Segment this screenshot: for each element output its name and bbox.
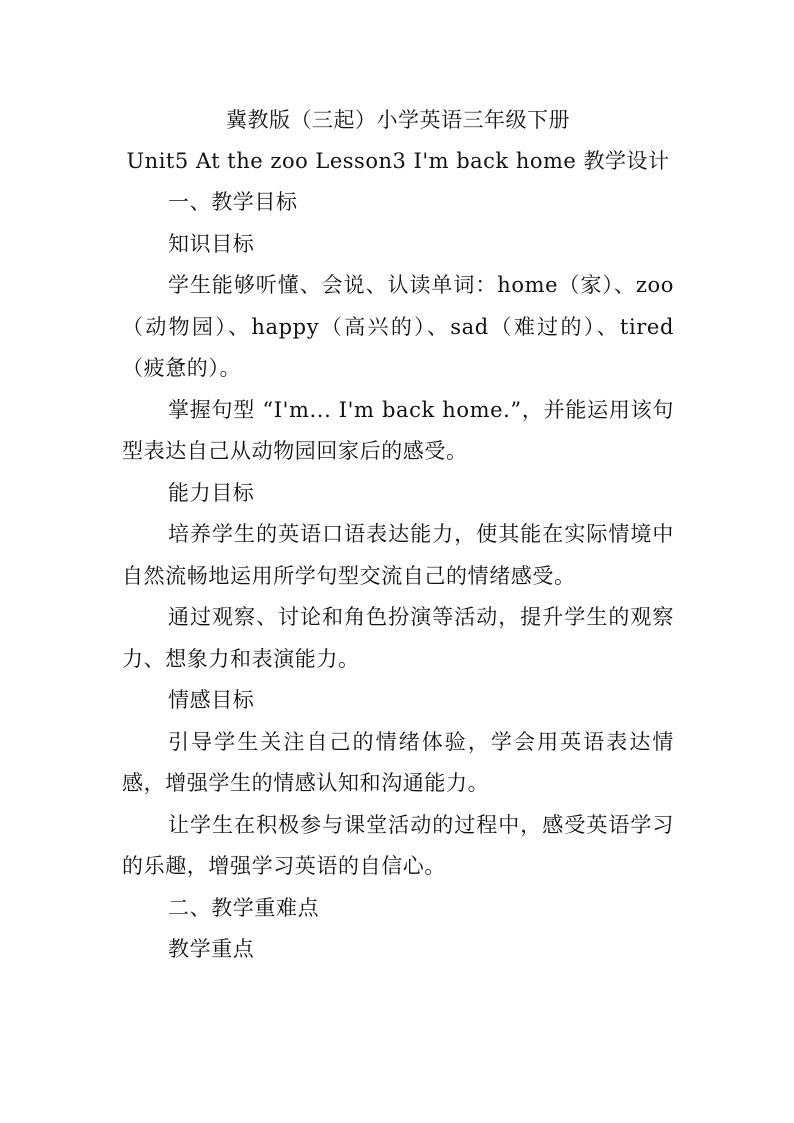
section-heading-key-points: 二、教学重难点 xyxy=(168,895,320,920)
section-heading-objectives: 一、教学目标 xyxy=(168,190,298,214)
document-title xyxy=(122,100,674,182)
paragraph-emotion-awareness: 引导学生关注自己的情绪体验，学会用英语表达情感，增强学生的情感认知和沟通能力。 xyxy=(122,729,674,795)
title-line-2: Unit5 At the zoo Lesson3 I'm back home 教学设计 xyxy=(126,149,670,173)
title-line-1: 冀教版（三起）小学英语三年级下册 xyxy=(226,108,570,132)
subheading-teaching-focus: 教学重点 xyxy=(168,937,255,961)
paragraph-sentence-pattern: 掌握句型 “I'm... I'm back home.”，并能运用该句型表达自己从动物园回家后的感受。 xyxy=(122,397,674,463)
paragraph-vocabulary: 学生能够听懂、会说、认读单词：home（家）、zoo（动物园）、happy（高兴的）、sad（难过的）、tired（疲惫的）。 xyxy=(122,273,674,380)
paragraph-speaking-ability: 培养学生的英语口语表达能力，使其能在实际情境中自然流畅地运用所学句型交流自己的情绪感受。 xyxy=(122,522,674,588)
subheading-ability-objectives: 能力目标 xyxy=(168,480,255,505)
subheading-knowledge-objectives: 知识目标 xyxy=(168,231,255,256)
subheading-emotional-objectives: 情感目标 xyxy=(168,688,255,712)
paragraph-learning-fun: 让学生在积极参与课堂活动的过程中，感受英语学习的乐趣，增强学习英语的自信心。 xyxy=(122,812,674,878)
document-body xyxy=(122,100,674,971)
paragraph-activities: 通过观察、讨论和角色扮演等活动，提升学生的观察力、想象力和表演能力。 xyxy=(122,605,674,671)
